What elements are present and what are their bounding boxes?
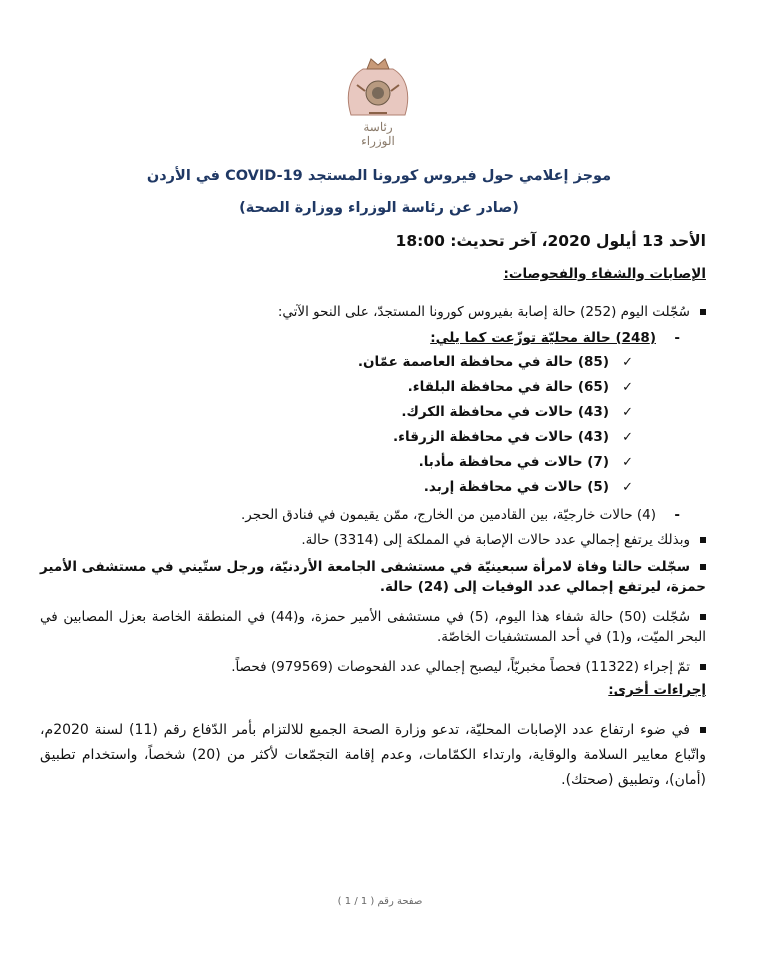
bullet-recovered: سُجّلت (50) حالة شفاء هذا اليوم، (5) في مستشفى الأمير حمزة، و(44) في المنطقة الخاصة بعزل المصابين في البحر الميّت، و(1) في أحد المستشفيات الخاصّة.	[40, 609, 706, 645]
square-bullet-icon	[700, 564, 706, 570]
check-mark-icon: ✓	[622, 455, 633, 470]
check-mark-icon: ✓	[622, 380, 633, 395]
check-mark-icon: ✓	[622, 480, 633, 495]
list-item: ✓(7) حالات في محافظة مأدبا.	[40, 452, 633, 473]
square-bullet-icon	[700, 727, 706, 733]
dash-bullet-icon: -	[674, 330, 680, 346]
list-item: ✓(65) حالة في محافظة البلقاء.	[40, 377, 633, 398]
bullet-tests: تمّ إجراء (11322) فحصاً مخبريّاً، ليصبح إجمالي عدد الفحوصات (979569) فحصاً.	[40, 657, 706, 677]
section-heading-cases: الإصابات والشفاء والفحوصات:	[503, 266, 706, 282]
bullet-total: وبذلك يرتفع إجمالي عدد حالات الإصابة في المملكة إلى (3314) حالة.	[40, 530, 706, 550]
check-mark-icon: ✓	[622, 355, 633, 370]
coat-of-arms-logo	[338, 55, 418, 119]
square-bullet-icon	[700, 614, 706, 620]
list-item: ✓(43) حالات في محافظة الزرقاء.	[40, 427, 633, 448]
bullet-measures: في ضوء ارتفاع عدد الإصابات المحليّة، تدعو وزارة الصحة الجميع للالتزام بأمر الدّفاع رقم (11) لسنة 2020م، واتّباع معايير السلامة والوقاية، وارتداء الكمّامات، وعدم إقامة التجمّعات لأكثر من (20) شخصاً، واستخدام تطبيق (أمان)، وتطبيق (صحتك).	[40, 722, 706, 788]
crown-emblem-icon	[343, 55, 413, 119]
check-mark-icon: ✓	[622, 430, 633, 445]
list-item: ✓(5) حالات في محافظة إربد.	[40, 477, 633, 498]
external-cases: -(4) حالات خارجيّة، بين القادمين من الخارج، ممّن يقيمون في فنادق الحجر.	[240, 507, 680, 523]
section-heading-other-measures: إجراءات أخرى:	[608, 682, 706, 698]
local-cases-header: -(248) حالة محليّة توزّعت كما يلي:	[430, 330, 680, 346]
document-subtitle: (صادر عن رئاسة الوزراء ووزارة الصحة)	[239, 200, 519, 216]
list-item: ✓(43) حالات في محافظة الكرك.	[40, 402, 633, 423]
dateline: الأحد 13 أيلول 2020، آخر تحديث: 18:00	[395, 232, 706, 250]
square-bullet-icon	[700, 537, 706, 543]
logo-caption: رئاسة الوزراء	[361, 120, 395, 148]
document-title: موجز إعلامي حول فيروس كورونا المستجد COVID-19 في الأردن	[146, 168, 612, 184]
dash-bullet-icon: -	[674, 507, 680, 523]
check-mark-icon: ✓	[622, 405, 633, 420]
list-item: ✓(85) حالة في محافظة العاصمة عمّان.	[40, 352, 633, 373]
bullet-deaths: سجّلت حالتا وفاة لامرأة سبعينيّة في مستشفى الجامعة الأردنيّة، ورجل ستّيني في مستشفى الأمير حمزة، ليرتفع إجمالي عدد الوفيات إلى (24) حالة.	[40, 559, 706, 595]
square-bullet-icon	[700, 309, 706, 315]
square-bullet-icon	[700, 664, 706, 670]
bullet-intro: سُجّلت اليوم (252) حالة إصابة بفيروس كورونا المستجدّ، على النحو الآتي:	[40, 302, 706, 322]
page-number: صفحة رقم ( 1 / 1 )	[337, 896, 423, 907]
